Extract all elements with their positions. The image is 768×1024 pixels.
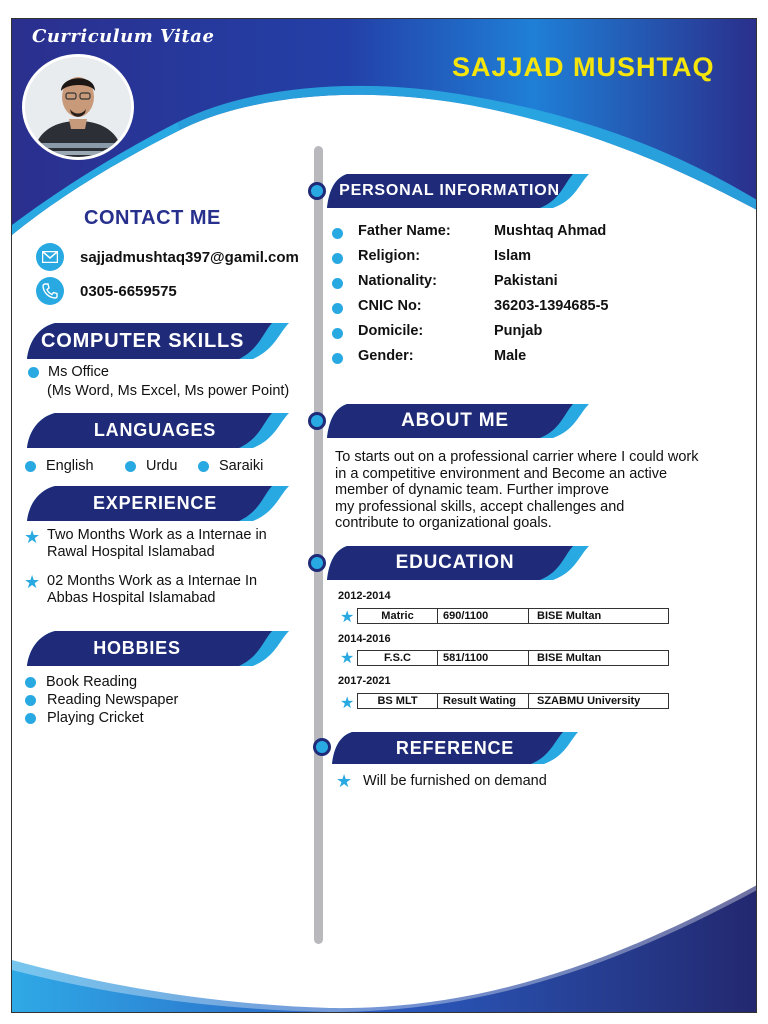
hobbies-banner	[27, 631, 289, 666]
bullet-dot	[332, 328, 343, 339]
contact-heading: CONTACT ME	[84, 207, 221, 229]
avatar	[22, 54, 134, 160]
language-item: Urdu	[146, 458, 178, 474]
about-line: contribute to organizational goals.	[335, 515, 552, 531]
education-row	[357, 650, 669, 666]
experience-heading: EXPERIENCE	[92, 493, 218, 513]
bullet-dot	[125, 461, 136, 472]
language-item: English	[46, 458, 94, 474]
education-marks: Result Wating	[438, 694, 529, 708]
about-line: To starts out on a professional carrier where I could work	[335, 449, 699, 465]
personal-info-banner	[327, 174, 589, 208]
timeline-node	[308, 412, 326, 430]
about-text	[335, 449, 698, 532]
about-line: member of dynamic team. Further improve	[335, 482, 609, 498]
computer-skills-heading: COMPUTER SKILLS	[41, 329, 245, 352]
education-board: BISE Multan	[537, 652, 602, 664]
personal-info-label: Nationality:	[358, 273, 437, 289]
bullet-dot	[25, 461, 36, 472]
personal-info-label: Religion:	[358, 248, 421, 264]
experience-line: Rawal Hospital Islamabad	[47, 544, 215, 560]
about-line: in a competitive environment and Become an active	[335, 465, 668, 482]
candidate-name: SAJJAD MUSHTAQ	[452, 52, 715, 82]
experience-banner	[27, 486, 289, 521]
experience-line: 02 Months Work as a Internae In	[47, 573, 258, 589]
reference-text: Will be furnished on demand	[363, 773, 547, 789]
timeline-node	[308, 182, 326, 200]
about-heading: ABOUT ME	[401, 410, 509, 431]
star-icon: ★	[340, 650, 355, 667]
personal-info-value: Mushtaq Ahmad	[494, 223, 607, 239]
bullet-dot	[332, 278, 343, 289]
phone-icon	[36, 277, 64, 305]
skill-detail: (Ms Word, Ms Excel, Ms power Point)	[47, 383, 290, 399]
about-banner	[327, 404, 589, 438]
personal-info-label: Father Name:	[358, 223, 451, 239]
bullet-dot	[198, 461, 209, 472]
personal-info-value: Islam	[494, 248, 532, 264]
hobbies-heading: HOBBIES	[93, 638, 181, 658]
personal-info-label: Gender:	[358, 348, 414, 364]
cricket-icon	[25, 713, 36, 724]
education-marks: 581/1100	[438, 651, 529, 665]
star-icon: ★	[340, 609, 355, 626]
reference-heading: REFERENCE	[395, 737, 515, 758]
email-text: sajjadmushtaq397@gamil.com	[80, 249, 299, 266]
bullet-dot	[28, 367, 39, 378]
bullet-dot	[332, 228, 343, 239]
education-banner	[327, 546, 589, 580]
star-icon: ★	[24, 572, 41, 592]
experience-line: Abbas Hospital Islamabad	[47, 590, 216, 606]
education-years: 2012-2014	[338, 590, 391, 602]
bullet-dot	[332, 303, 343, 314]
education-row	[357, 693, 669, 709]
language-item: Saraiki	[219, 458, 264, 474]
education-years: 2017-2021	[338, 675, 391, 687]
languages-banner	[27, 413, 289, 448]
personal-info-value: 36203-1394685-5	[494, 298, 609, 314]
education-row	[357, 608, 669, 624]
bullet-dot	[332, 353, 343, 364]
personal-info-value: Pakistani	[494, 273, 558, 289]
education-heading: EDUCATION	[395, 552, 515, 573]
mail-icon	[36, 243, 64, 271]
star-icon: ★	[24, 527, 41, 547]
phone-text: 0305-6659575	[80, 283, 177, 300]
personal-info-heading: PERSONAL INFORMATION	[339, 182, 560, 199]
languages-heading: LANGUAGES	[93, 420, 217, 440]
personal-info-value: Male	[494, 348, 527, 364]
education-board: BISE Multan	[537, 610, 602, 622]
book-icon	[25, 677, 36, 688]
education-marks: 690/1100	[438, 609, 529, 623]
newspaper-icon	[25, 695, 36, 706]
experience-line: Two Months Work as a Internae in	[47, 527, 267, 543]
education-degree: F.S.C	[358, 651, 438, 665]
star-icon: ★	[340, 695, 355, 712]
star-icon: ★	[336, 771, 353, 791]
bullet-dot	[332, 253, 343, 264]
computer-skills-banner	[27, 323, 289, 359]
education-board: SZABMU University	[537, 695, 641, 707]
education-degree: BS MLT	[358, 694, 438, 708]
person-photo-icon	[25, 57, 131, 157]
personal-info-value: Punjab	[494, 323, 543, 339]
personal-info-label: Domicile:	[358, 323, 424, 339]
hobby-item: Reading Newspaper	[47, 692, 179, 708]
education-years: 2014-2016	[338, 633, 391, 645]
skill-item: Ms Office	[48, 364, 109, 380]
education-degree: Matric	[358, 609, 438, 623]
reference-banner	[332, 732, 578, 764]
timeline-node	[313, 738, 331, 756]
hobby-item: Book Reading	[46, 674, 138, 690]
hobby-item: Playing Cricket	[47, 710, 144, 726]
cv-title: Curriculum Vitae	[32, 26, 215, 47]
personal-info-label: CNIC No:	[358, 298, 422, 314]
timeline-node	[308, 554, 326, 572]
timeline-line	[314, 146, 323, 944]
about-line: my professional skills, accept challenges and	[335, 498, 625, 515]
